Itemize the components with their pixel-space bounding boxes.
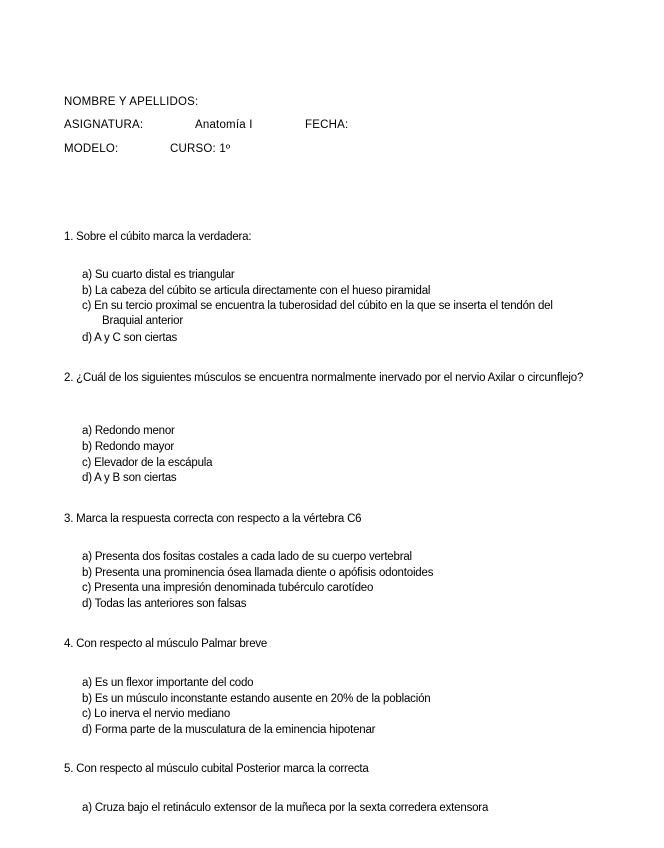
question-4-option-a: a) Es un flexor importante del codo xyxy=(82,677,254,689)
question-1-option-b: b) La cabeza del cúbito se articula directamente con el hueso piramidal xyxy=(82,285,431,297)
course-label: CURSO: 1º xyxy=(170,143,231,155)
question-3-option-c: c) Presenta una impresión denominada tubérculo carotídeo xyxy=(82,582,374,594)
question-3: 3. Marca la respuesta correcta con respecto a la vértebra C6 xyxy=(64,513,362,525)
question-1-option-d: d) A y C son ciertas xyxy=(82,332,178,344)
question-3-option-a: a) Presenta dos fositas costales a cada lado de su cuerpo vertebral xyxy=(82,551,412,563)
question-2-option-d: d) A y B son ciertas xyxy=(82,472,177,484)
question-2-option-b: b) Redondo mayor xyxy=(82,441,175,453)
subject-value: Anatomía I xyxy=(195,119,253,131)
question-2-option-c: c) Elevador de la escápula xyxy=(82,457,213,469)
question-4: 4. Con respecto al músculo Palmar breve xyxy=(64,638,268,650)
question-4-option-b: b) Es un músculo inconstante estando ausente en 20% de la población xyxy=(82,693,431,705)
question-2-option-a: a) Redondo menor xyxy=(82,425,175,437)
question-5: 5. Con respecto al músculo cubital Posterior marca la correcta xyxy=(64,763,369,775)
question-4-option-d: d) Forma parte de la musculatura de la eminencia hipotenar xyxy=(82,724,376,736)
question-3-option-b: b) Presenta una prominencia ósea llamada diente o apófisis odontoides xyxy=(82,567,434,579)
question-1-option-c: c) En su tercio proximal se encuentra la tuberosidad del cúbito en la que se inserta el tendón del Braquial anterior xyxy=(82,300,553,327)
question-1-option-a: a) Su cuarto distal es triangular xyxy=(82,269,235,281)
question-4-option-c: c) Lo inerva el nervio mediano xyxy=(82,708,231,720)
question-1: 1. Sobre el cúbito marca la verdadera: xyxy=(64,231,252,243)
subject-label: ASIGNATURA: xyxy=(64,119,144,131)
question-2: 2. ¿Cuál de los siguientes músculos se encuentra normalmente inervado por el nervio Axilar o circunflejo? xyxy=(64,372,584,384)
question-3-option-d: d) Todas las anteriores son falsas xyxy=(82,598,247,610)
model-label: MODELO: xyxy=(64,143,119,155)
name-label: NOMBRE Y APELLIDOS: xyxy=(64,96,199,108)
date-label: FECHA: xyxy=(305,119,349,131)
question-5-option-a: a) Cruza bajo el retináculo extensor de la muñeca por la sexta corredera extensora xyxy=(82,802,489,814)
